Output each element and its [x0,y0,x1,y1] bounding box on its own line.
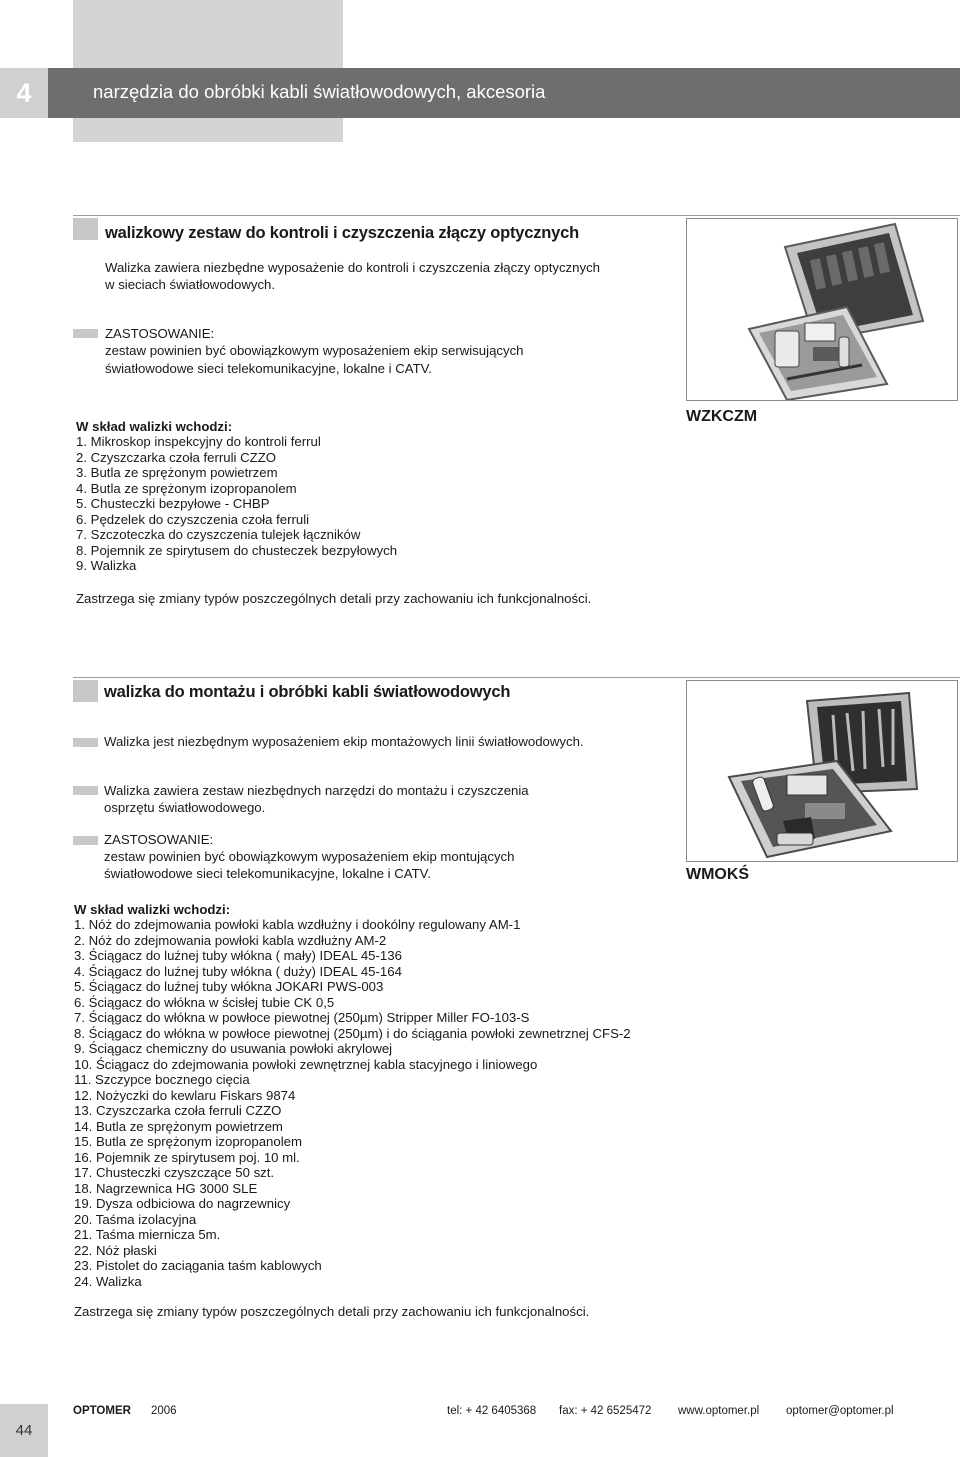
product-code-wzkczm: WZKCZM [686,408,758,425]
section2-desc-line2: osprzętu światłowodowego. [104,800,266,815]
list-item: 19. Dysza odbiciowa do nagrzewnicy [74,1196,291,1211]
list-item: 2. Nóż do zdejmowania powłoki kabla wzdłużny AM-2 [74,932,387,948]
list-item: 8. Pojemnik ze spirytusem do chusteczek bezpyłowych [76,542,398,558]
list-item: 20. Taśma izolacyjna [74,1211,197,1227]
product-code-wmoks: WMOKŚ [686,866,750,883]
section2-title: walizka do montażu i obróbki kabli światłowodowych [104,683,511,701]
section1-note: Zastrzega się zmiany typów poszczególnych detali przy zachowaniu ich funkcjonalności. [76,591,592,606]
list-item: 9. Ściągacz chemiczny do usuwania powłoki akrylowej [74,1041,393,1056]
section1-title-marker [73,218,98,240]
chapter-number: 4 [16,78,32,108]
list-item: 23. Pistolet do zaciągania taśm kablowych [74,1258,322,1273]
list-item: 7. Szczoteczka do czyszczenia tulejek łączników [76,527,361,542]
list-item: 13. Czyszczarka czoła ferruli CZZO [74,1103,282,1118]
list-item: 11. Szczypce bocznego cięcia [74,1072,250,1087]
list-item: 6. Pędzelek do czyszczenia czoła ferruli [76,511,310,527]
list-item: 1. Mikroskop inspekcyjny do kontroli ferrul [76,434,321,449]
section2-usage-line1: zestaw powinien być obowiązkowym wyposażeniem ekip montujących [104,849,515,864]
list-item: 8. Ściągacz do włókna w powłoce piewotnej (250µm) i do ściągania powłoki zewnetrznej CFS-2 [74,1025,631,1041]
section2-usage-marker [73,836,98,845]
section2-intro: Walizka jest niezbędnym wyposażeniem ekip montażowych linii światłowodowych. [104,734,584,749]
list-item: 12. Nożyczki do kewlaru Fiskars 9874 [74,1087,296,1103]
list-item: 4. Ściągacz do luźnej tuby włókna ( duży) IDEAL 45-164 [74,963,402,979]
list-item: 9. Walizka [76,558,137,573]
section2-usage-label: ZASTOSOWANIE: [104,832,214,847]
footer-tel: tel: + 42 6405368 [447,1405,537,1417]
section2-title-marker [73,680,98,702]
page-title: narzędzia do obróbki kabli światłowodowych, akcesoria [93,81,546,102]
list-item: 16. Pojemnik ze spirytusem poj. 10 ml. [74,1149,300,1165]
section1-item-list [76,434,397,574]
section2-desc-line1: Walizka zawiera zestaw niezbędnych narzędzi do montażu i czyszczenia [104,783,529,798]
list-item: 3. Ściągacz do luźnej tuby włókna ( mały) IDEAL 45-136 [74,948,402,963]
section1-title: walizkowy zestaw do kontroli i czyszczenia złączy optycznych [105,224,579,242]
product-photo-wmoks [686,680,958,862]
list-item: 3. Butla ze sprężonym powietrzem [76,465,278,480]
section2-list-title: W skład walizki wchodzi: [74,902,231,917]
section1-usage-label: ZASTOSOWANIE: [105,326,215,341]
list-item: 14. Butla ze sprężonym powietrzem [74,1118,283,1134]
section1-rule [73,215,960,216]
section1-usage-line2: światłowodowe sieci telekomunikacyjne, lokalne i CATV. [105,361,432,376]
page-number: 44 [15,1422,33,1439]
list-item: 22. Nóż płaski [74,1242,157,1258]
section2-intro-marker [73,738,98,747]
footer-email-link[interactable]: optomer@optomer.pl [786,1405,894,1417]
list-item: 4. Butla ze sprężonym izopropanolem [76,480,297,496]
list-item: 5. Ściągacz do luźnej tuby włókna JOKARI PWS-003 [74,979,384,994]
list-item: 15. Butla ze sprężonym izopropanolem [74,1134,302,1149]
section1-list-title: W skład walizki wchodzi: [76,419,233,434]
list-item: 2. Czyszczarka czoła ferruli CZZO [76,449,277,465]
section2-desc-marker [73,786,98,795]
section1-usage-marker [73,329,98,338]
section2-item-list [74,917,631,1289]
section2-rule [73,677,960,678]
section2-note: Zastrzega się zmiany typów poszczególnych detali przy zachowaniu ich funkcjonalności. [74,1304,590,1319]
footer-www-link[interactable]: www.optomer.pl [678,1405,760,1417]
section1-usage-line1: zestaw powinien być obowiązkowym wyposażeniem ekip serwisujących [105,343,524,358]
list-item: 21. Taśma miernicza 5m. [74,1227,221,1242]
list-item: 1. Nóż do zdejmowania powłoki kabla wzdłużny i dookólny regulowany AM-1 [74,917,521,932]
list-item: 6. Ściągacz do włókna w ścisłej tubie CK 0,5 [74,994,335,1010]
list-item: 24. Walizka [74,1273,142,1289]
footer-year: 2006 [151,1405,177,1417]
section2-usage-line2: światłowodowe sieci telekomunikacyjne, lokalne i CATV. [104,866,431,881]
list-item: 17. Chusteczki czyszczące 50 szt. [74,1165,275,1180]
section1-intro-line1: Walizka zawiera niezbędne wyposażenie do kontroli i czyszczenia złączy optycznych [105,260,601,275]
list-item: 7. Ściągacz do włókna w powłoce piewotnej (250µm) Stripper Miller FO-103-S [74,1010,530,1025]
section1-intro-line2: w sieciach światłowodowych. [105,277,276,292]
list-item: 5. Chusteczki bezpyłowe - CHBP [76,496,270,511]
footer-fax: fax: + 42 6525472 [559,1405,652,1417]
footer-brand: OPTOMER [73,1405,131,1417]
product-photo-wzkczm [686,218,958,401]
list-item: 10. Ściągacz do zdejmowania powłoki zewnętrznej kabla stacyjnego i liniowego [74,1056,538,1072]
list-item: 18. Nagrzewnica HG 3000 SLE [74,1180,258,1196]
